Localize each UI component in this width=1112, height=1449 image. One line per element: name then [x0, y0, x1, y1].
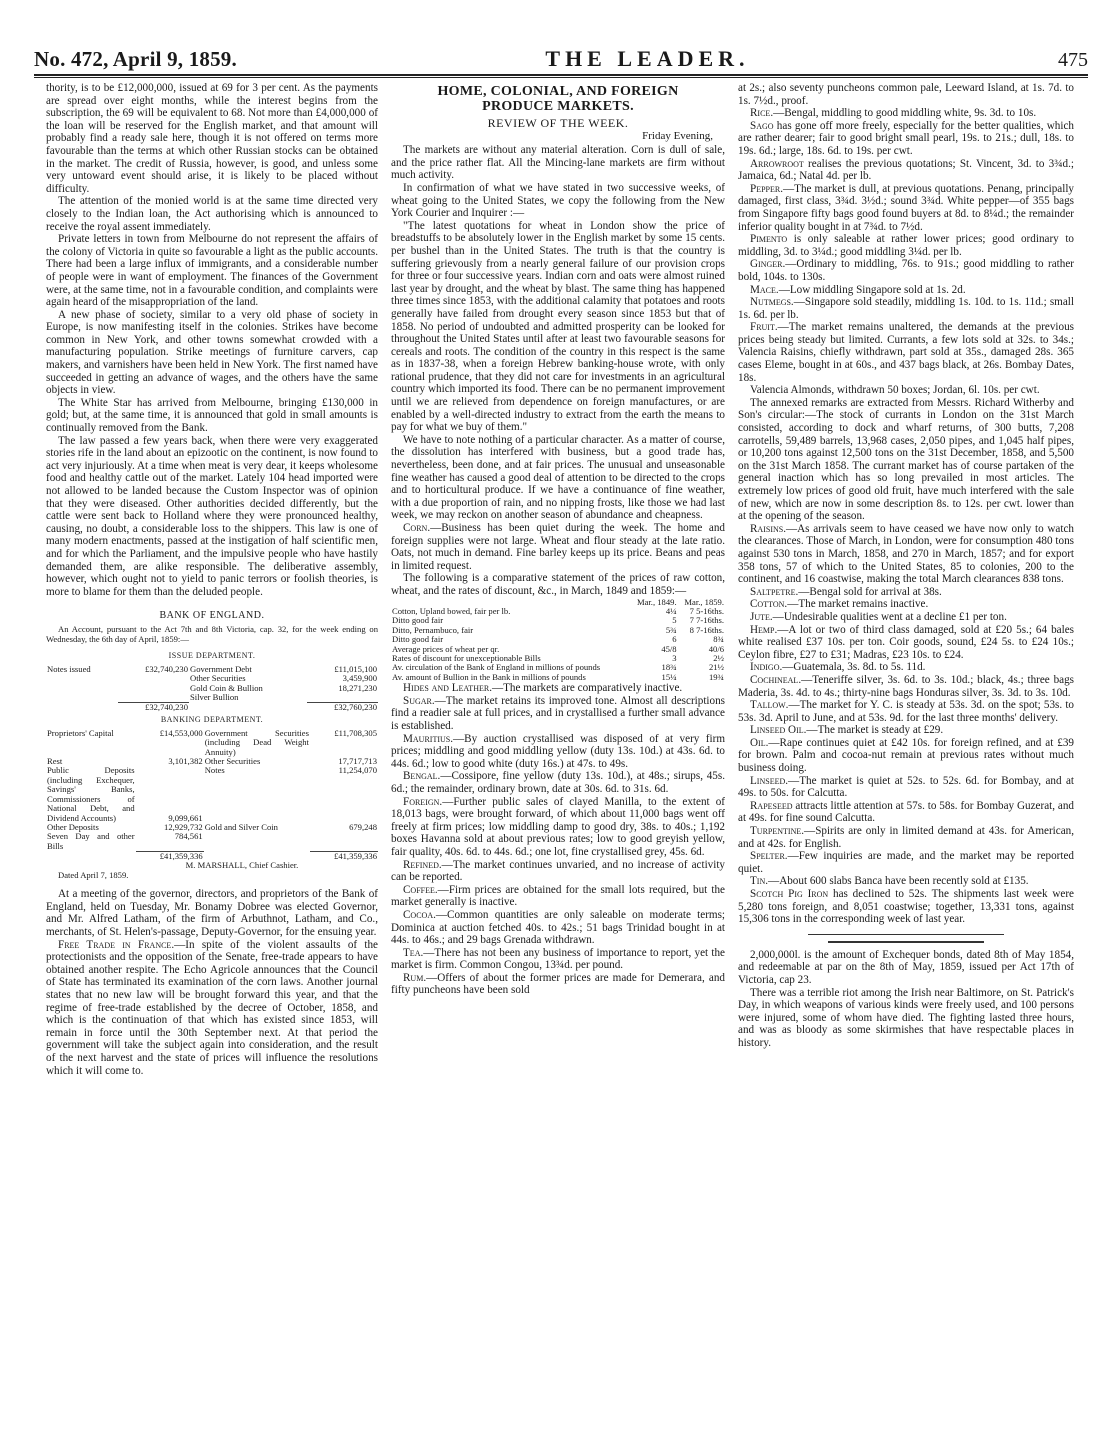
dated-line: Dated April 7, 1859.: [58, 869, 129, 880]
paragraph: [391, 695, 725, 733]
paragraph-text: —Bengal sold for arrival at 38s.: [798, 585, 942, 598]
value-1859: 40/6: [708, 643, 724, 654]
header-rule: [34, 74, 1088, 78]
issue-department-table: [46, 665, 378, 713]
column-1: [46, 82, 378, 1077]
paragraph: [738, 523, 1074, 586]
section-lead: Tin.: [750, 875, 769, 888]
section-lead: Linseed.: [750, 774, 789, 787]
value-1849: 45/8: [661, 643, 677, 654]
issue-silver-value: [307, 693, 378, 702]
paragraph-text: has gone off more freely, especially for the better qualities, which are rather dearer; fair to good bright small pearl, 19s. to 21s.; dull, 18s. to 19s. 6d.; large, 18s. 6d. to 19s. per cwt.: [738, 119, 1074, 157]
paragraph: [391, 859, 725, 884]
paragraph-text: —The market remains unaltered, the demands at the previous prices being steady but limited. Currants, a few lots sold at 32s. to 34s.; Valencia Raisins, chiefly withdrawn, part sold at 35s., damaged 28s. 365 cases Eleme, bought in at 60s., and 437 bags black, at 26s. Bombay Dates, 18s.: [738, 321, 1074, 384]
paragraph: [738, 321, 1074, 384]
section-heading-2: PRODUCE MARKETS.: [482, 99, 634, 114]
section-lead: Linseed Oil.: [750, 724, 807, 737]
issue-notes-label: Notes issued: [47, 663, 91, 674]
value-1859: 8¾: [713, 634, 724, 645]
paragraph: [738, 737, 1074, 775]
section-lead: Saltpetre.: [750, 585, 799, 598]
quoted-paragraph: "The latest quotations for wheat in London show the price of breadstuffs to be absolutely lower in the English market by some 15 cents. per bushel than in the United States. The truth is that the country is suffering grievously from a nearly general failure of our provision crops for three or four successive years. Indian corn and oats were almost ruined last year by drought, and the wheat by blast. The same thing has happened three times since 1853, with the additional calamity that potatoes and roots generally have failed from drought every season since 1853 but that of 1858. No period of undoubted and admitted prosperity can be looked for throughout the United States until after at least two favourable seasons for cereals and roots. The condition of the country in this respect is the same as in 1837-38, when a foreign Hebrew banking-house wrote, with only rational prudence, that they did not care for investments in an agricultural country which imported its food. There can be no permanent improvement until we are relieved from dependence on foreign manufactures, or are enabled by a well-directed industry to extract from the earth the means to pay for what we buy of them.": [391, 219, 725, 434]
section-divider: [828, 941, 984, 943]
bank-othersec-label: Other Securities: [204, 756, 261, 767]
bank-prop-value: £14,553,000: [159, 727, 203, 738]
column-3: [738, 82, 1074, 1050]
bank-pubdep-label: Public Deposits (including Exchequer, Savings' Banks, Commissioners of National Debt, and Dividend Accounts): [47, 765, 135, 823]
paragraph: Private letters in town from Melbourne do not represent the affairs of the colony of Victoria in quite so favourable a light as the public accounts. There had been a large influx of immigrants, and a considerable number of people were in want of employment. The finances of the Government were, at the same time, not in a favourable condition, and complaints were again heard of the misappropriation of the land.: [46, 233, 378, 309]
paragraph-text: —Common quantities are only saleable on moderate terms; Dominica at auction fetched 40s. to 42s.; 51 bags Trinidad bought in at 44s. to 46s.; and 29 bags Grenada withdrawn.: [391, 908, 725, 947]
section-lead: Arrowroot: [750, 157, 804, 170]
paragraph-text: —As arrivals seem to have ceased we have now only to watch the clearances. Those of March, in London, were for consumption 480 tons against 530 tons in March, 1858, and 270 in March, 1857; and for export 358 tons, 57 of which to the United States, 85 to colonies, 200 to the continent, and 16 coastwise, making the total March clearances 838 tons.: [738, 522, 1074, 586]
value-1849: 6: [672, 634, 677, 645]
paragraph: [738, 120, 1074, 158]
masthead-title: THE LEADER.: [545, 46, 750, 71]
section-heading-1: HOME, COLONIAL, AND FOREIGN: [437, 84, 679, 99]
bank-pubdep-value: 9,099,661: [168, 812, 203, 823]
paragraph-text: —Ordinary to middling, 76s. to 91s.; good middling to rather bold, 104s. to 130s.: [738, 258, 1074, 283]
paragraph: [391, 770, 725, 795]
section-lead: Sugar.: [403, 694, 435, 707]
table-row: [391, 673, 725, 682]
bank-govsec-label: Government Securities (including Dead Weight Annuity): [204, 727, 309, 757]
paragraph-text: —Teneriffe silver, 3s. 6d. to 3s. 10d.; black, 4s.; three bags Maderia, 3s. 4d. to 4s.; thirty-nine bags Honduras silver, 3s. 3d. to 3s. 10d.: [738, 673, 1074, 699]
issue-total-left: £32,740,230: [118, 702, 189, 712]
paragraph: The attention of the monied world is at the same time directed very closely to the Indian loan, the Act authorising which is announced to receive the royal assent immediately.: [46, 195, 378, 233]
issue-department-heading: ISSUE DEPARTMENT.: [168, 651, 256, 661]
paragraph-text: is only saleable at rather lower prices; good ordinary to middling, 3d. to 3¼d.; good middling 3¼d. per lb.: [738, 233, 1074, 258]
bank-seven-label: Seven Day and other Bills: [47, 831, 135, 851]
section-lead: Mauritius.: [403, 732, 454, 745]
section-lead: Raisins.: [750, 522, 786, 535]
page-number: 475: [1057, 49, 1088, 71]
bank-title: BANK OF ENGLAND.: [159, 610, 265, 622]
paragraph-text: —Rape continues quiet at £42 10s. for foreign refined, and at £39 for brown. Palm and cocoa-nut remain at previous rates without much business doing.: [738, 736, 1074, 775]
paragraph: [738, 233, 1074, 258]
bank-otherdep-label: Other Deposits: [47, 821, 99, 832]
value-1849: 18¾: [661, 662, 677, 673]
paragraph-text: —The market retains its improved tone. Almost all descriptions find a readier sale at full prices, and in crystallised a further small advance is established.: [391, 694, 725, 732]
paragraph-text: attracts little attention at 57s. to 58s. for Bombay Guzerat, and at 49s. for fine sound Calcutta.: [738, 799, 1074, 825]
issue-gold-label: Gold Coin & Bullion: [190, 682, 263, 693]
paragraph: The law passed a few years back, when there were very exaggerated stories rife in the land about an epizootic on the continent, is now found to act very injuriously. At a time when meat is very dear, it keeps wholesome food and healthy cattle out of the market. Lately 104 head imported were not allowed to be landed because the Custom Inspector was of opinion that they were diseased. Other authorities decided differently, but the cattle were sent back to Holland where they were pronounced healthy, causing, no doubt, a considerable loss to the shippers. This law is one of many modern enactments, passed at the instigation of half scientific men, and for which the Parliament, and the impulsive people who have hastily demanded them, are alike responsible. The deliberative assembly, however, which ought not to yield to panic terrors or foolish theories, is more to blame for them than the deluded people.: [46, 434, 378, 598]
section-lead: Cotton.: [750, 598, 788, 611]
paragraph: [391, 972, 725, 997]
issue-othersec-label: Other Securities: [190, 673, 246, 684]
section-lead: Tea.: [403, 946, 424, 959]
paragraph: [738, 800, 1074, 825]
bank-total-right: £41,359,336: [310, 851, 378, 861]
section-lead: Rum.: [403, 971, 427, 984]
bank-notes-label: Notes: [204, 765, 225, 776]
paragraph: [738, 875, 1074, 888]
section-lead: Pepper.: [750, 182, 783, 195]
value-1849: 5: [672, 615, 677, 626]
section-lead: Turpentine.: [750, 825, 805, 838]
paragraph: [391, 884, 725, 909]
section-lead: Refined.: [403, 858, 442, 871]
table-head-1849: Mar., 1849.: [636, 596, 677, 607]
issue-othersec-value: 3,459,900: [342, 673, 377, 684]
paragraph-text: has declined to 52s. The shipments last week were 5,280 tons foreign, and 8,051 coastwise; together, 13,331 tons, against 15,306 tons in the corresponding week of last year.: [738, 888, 1074, 926]
paragraph-text: —In spite of the violent assaults of the protectionists and the opposition of the Senate, free-trade appears to have obtained another respite. The Echo Agricole announces that the Council of State has terminated its examination of the corn laws. Another journal states that no new law will be brought forward this year, and that the regime of free-trade established by the decree of October, 1858, and which is the continuation of that which has existed since 1853, will remain in force until the 30th September next. At that period the government will take the subject again into consideration, and the result of the next harvest and the state of prices will influence the resolutions which it will come to.: [46, 938, 379, 1077]
paragraph: We have to note nothing of a particular character. As a matter of course, the dissolution has interfered with business, but a good trade has, nevertheless, been done, and at fair prices. The unusual and unseasonable fine weather has caused a good deal of attention to be directed to the crops and to horticultural produce. If we have a continuance of fine weather, with a due proportion of rain, and no nipping frosts, like those we had last week, we may reckon on another season of abundance and cheapness.: [391, 433, 725, 522]
paragraph-text: —Firm prices are obtained for the small lots required, but the market generally is inactive.: [391, 883, 725, 909]
paragraph: The following is a comparative statement of the prices of raw cotton, wheat, and the rates of discount, &c., in March, 1849 and 1859:—: [391, 572, 725, 597]
paragraph: [738, 674, 1074, 699]
paragraph: A new phase of society, similar to a very old phase of society in Europe, is now manifesting itself in the colonies. Strikes have become common in New York, and other towns somewhat crowded with a manufacturing population. Strike meetings of furniture carvers, cap makers, and varnishers have been held in New York. The first named have succeeded in getting an advance of wages, and the others have the same objects in view.: [46, 308, 378, 397]
paragraph-text: —The markets are comparatively inactive.: [491, 682, 683, 695]
paragraph-text: —The market is dull, at previous quotations. Penang, principally damaged, first class, 3¾d. 3½d.; sound 3¾d. White pepper—of 355 bags from Singapore fifty bags good found buyers at 8d. to 8¼d.; the remainder inferior quality bought in at 7¾d. to 7½d.: [738, 182, 1074, 233]
section-lead: Rapeseed: [750, 799, 793, 812]
paragraph: The annexed remarks are extracted from Messrs. Richard Witherby and Son's circular:—The stock of currants in London on the 31st March consisted, according to dock and wharf returns, of 300 butts, 7,208 carrotells, 59,489 barrels, 13,968 cases, 2,050 pipes, and 1,045 half pipes, or 10,200 tons against 12,500 tons on the 31st December, 1858, and 5,500 on the 31st March 1858. The currant market has of course partaken of the general inaction which has so long prevailed in most articles. The extremely low prices of good old fruit, have much interfered with the sale of new, which are now in some description 8s. to 12s. per cwt. lower than at the opening of the season.: [738, 396, 1074, 523]
paragraph: [738, 624, 1074, 662]
section-lead: Jute.: [750, 610, 773, 623]
section-lead: Mace.: [750, 283, 779, 296]
section-lead: Cochineal.: [750, 673, 802, 686]
row-label: Average prices of wheat per qr.: [392, 643, 500, 654]
issue-govdebt-value: £11,015,100: [334, 663, 377, 674]
paragraph-text: —Further public sales of clayed Manilla, to the extent of 18,013 bags, were brought forward, of which about 11,000 bags went off freely at firm prices; low middling damp to good dry, 38s. to 40s.; 1,192 boxes Havanna sold at about previous rates; low to good greyish yellow, fair quality, 40s. 6d. to 44s. 6d.; one lot, fine crystallised grey, 45s. 6d.: [391, 795, 725, 858]
section-lead: Fruit.: [750, 321, 778, 334]
paragraph-text: —Undesirable qualities went at a decline £1 per ton.: [772, 610, 1007, 623]
paragraph-text: —The market for Y. C. is steady at 53s. 3d. on the spot; 53s. to 53s. 3d. April to June, and at 53s. 9d. for the last three months' delivery.: [738, 699, 1074, 724]
section-lead: Hemp.: [750, 623, 778, 636]
bank-seven-value: 784,561: [174, 831, 203, 842]
value-1859: 21½: [708, 662, 724, 673]
paragraph: [738, 284, 1074, 297]
paragraph: [391, 522, 725, 572]
paragraph: [391, 796, 725, 859]
value-1849: 3: [672, 653, 677, 663]
paragraph: [738, 586, 1074, 599]
value-1849: 15¼: [661, 671, 677, 682]
value-1849: 4¼: [665, 605, 677, 616]
section-lead: Scotch Pig Iron: [750, 888, 829, 900]
paragraph: [738, 107, 1074, 120]
paragraph: 2,000,000l. is the amount of Exchequer bonds, dated 8th of May 1854, and redeemable at par on the 8th of May, 1859, issued per Act 17th of Victoria, cap 23.: [738, 948, 1074, 986]
paragraph: at 2s.; also seventy puncheons common pale, Leeward Island, at 1s. 7d. to 1s. 7½d., proof.: [738, 82, 1074, 107]
paragraph: At a meeting of the governor, directors, and proprietors of the Bank of England, held on Tuesday, Mr. Bonamy Dobree was elected Governor, and Mr. Alfred Latham, of the firm of Arbuthnot, Latham, and Co., merchants, of St. Helen's-passage, Deputy-Governor, for the ensuing year.: [46, 888, 378, 938]
bank-gold-label: Gold and Silver Coin: [204, 821, 278, 832]
paragraph: [738, 258, 1074, 283]
paragraph-text: —Spirits are only in limited demand at 43s. for American, and at 42s. for English.: [738, 825, 1074, 850]
section-lead: Bengal.: [403, 770, 441, 783]
value-1859: 8 7-16ths.: [689, 624, 724, 635]
issue-gold-value: 18,271,230: [338, 682, 377, 693]
paragraph: The markets are without any material alteration. Corn is dull of sale, and the price rather flat. All the Mincing-lane markets are firm without much activity.: [391, 144, 725, 182]
bank-total-left: £41,359,336: [136, 851, 204, 861]
paragraph-text: —Few inquiries are made, and the market may be reported quiet.: [738, 850, 1074, 875]
issue-notes-value: £32,740,230: [145, 663, 188, 674]
paragraph-text: —The market is quiet at 52s. to 52s. 6d. for Bombay, and at 49s. to 50s. for Calcutta.: [738, 774, 1074, 800]
paragraph-text: —Offers of about the former prices are made for Demerara, and fifty puncheons have been sold: [391, 971, 725, 997]
paragraph: [738, 825, 1074, 850]
paragraph-text: realises the previous quotations; St. Vincent, 3d. to 3¾d.; Jamaica, 6d.; Natal 4d. per lb.: [738, 157, 1074, 183]
paragraph: [738, 183, 1074, 233]
row-label: Av. circulation of the Bank of England in millions of pounds: [392, 662, 601, 673]
paragraph-text: —Low middling Singapore sold at 1s. 2d.: [778, 283, 966, 296]
section-lead: Pimento: [750, 233, 788, 246]
row-label: Ditto good fair: [392, 615, 444, 626]
paragraph: [738, 699, 1074, 724]
section-lead: Indigo.: [750, 661, 783, 674]
issue-total-right: £32,760,230: [307, 702, 378, 712]
section-lead: Hides and Leather.: [403, 682, 492, 695]
section-lead: Oil.: [750, 736, 769, 749]
paragraph: In confirmation of what we have stated in two successive weeks, of wheat going to the United States, we copy the following from the New York Courier and Inquirer :—: [391, 181, 725, 220]
section-lead: Coffee.: [403, 883, 438, 896]
paragraph-text: —A lot or two of third class damaged, sold at £20 5s.; 64 bales white realised £37 10s. per ton. Coir goods, sound, £24 5s. to £24 10s.; Ceylon fibre, £27 to £31; Madras, £23 10s. to £24.: [738, 623, 1074, 661]
paragraph-text: —About 600 slabs Banca have been recently sold at £135.: [768, 875, 1029, 888]
row-label: Cotton, Upland bowed, fair per lb.: [392, 605, 511, 616]
paragraph-text: —There has not been any business of importance to report, yet the market is firm. Common Congou, 13¾d. per pound.: [391, 946, 725, 972]
paragraph: Valencia Almonds, withdrawn 50 boxes; Jordan, 6l. 10s. per cwt.: [750, 384, 1040, 397]
paragraph: There was a terrible riot among the Irish near Baltimore, on St. Patrick's Day, in which weapons of various kinds were freely used, and 100 persons were injured, some of whom have died. The fighting lasted three hours, and was as bloody as some skirmishes that have respectable places in history.: [738, 986, 1074, 1049]
paragraph-text: —Business has been quiet during the week. The home and foreign supplies were not large. Wheat and flour steady at the late ratio. Oats, not much in demand. Fine barley keeps up its price. Beans and peas in limited request.: [391, 522, 725, 572]
paragraph: thority, is to be £12,000,000, issued at 69 for 3 per cent. As the payments are spread over eight months, while the interest begins from the subscription, the 69 will be equivalent to 68. Not more than £4,000,000 of the loan will be reserved for the English market, and that amount will probably find a ready sale here, though it is not offered on terms more favourable than the terms at which other Russian stocks can be obtained in the market. The credit of Russia, however, is good, and unless some very untoward event should arise, it is likely to be placed without difficulty.: [46, 82, 378, 195]
section-lead: Corn.: [403, 522, 431, 534]
paragraph: [46, 939, 378, 1078]
paragraph-text: —The market is steady at £29.: [806, 724, 944, 737]
bank-prop-label: Proprietors' Capital: [47, 727, 114, 738]
value-1849: 5¾: [665, 624, 677, 635]
paragraph-text: —The market continues unvaried, and no increase of activity can be reported.: [391, 858, 725, 884]
section-lead: Spelter.: [750, 850, 788, 863]
section-lead: Cocoa.: [403, 908, 436, 921]
issue-silver-label: Silver Bullion: [190, 691, 239, 702]
comparative-table: [391, 598, 725, 683]
paragraph-text: —Bengal, middling to good middling white, 9s. 3d. to 10s.: [773, 107, 1037, 120]
column-2: [391, 82, 725, 997]
row-label: Rates of discount for unexceptionable Bills: [392, 653, 541, 663]
paragraph: The White Star has arrived from Melbourne, bringing £130,000 in gold; but, at the same time, it is announced that gold in small amounts is continually removed from the Bank.: [46, 396, 378, 435]
section-lead: Free Trade in France.: [58, 938, 175, 951]
value-1859: 19¾: [708, 671, 724, 682]
section-lead: Nutmegs.: [750, 296, 794, 309]
table-head-1859: Mar., 1859.: [684, 596, 724, 607]
banking-department-table: [46, 729, 378, 861]
paragraph: [391, 682, 725, 695]
paragraph: [738, 888, 1074, 926]
section-lead: Rice.: [750, 107, 774, 120]
chief-cashier: M. MARSHALL, Chief Cashier.: [185, 860, 299, 871]
paragraph: [738, 296, 1074, 321]
paragraph: [738, 850, 1074, 875]
value-1859: 2½: [713, 653, 724, 663]
issue-govdebt-label: Government Debt: [190, 663, 252, 674]
bank-notes-value: 11,254,070: [338, 765, 377, 776]
bank-govsec-value: £11,708,305: [334, 727, 377, 738]
section-divider: [808, 934, 1004, 935]
section-lead: Sago: [750, 119, 774, 132]
section-lead: Tallow.: [750, 699, 789, 712]
section-lead: Ginger.: [750, 258, 786, 271]
paragraph: [738, 661, 1074, 674]
page-header: [34, 46, 1088, 72]
bank-gold-value: 679,248: [349, 821, 377, 832]
paragraph: [391, 733, 725, 771]
paragraph: [391, 947, 725, 972]
bank-rest-value: 3,101,382: [168, 756, 203, 767]
review-date: Friday Evening,: [642, 129, 713, 142]
bank-intro: An Account, pursuant to the Act 7th and 8th Victoria, cap. 32, for the week ending on Wednesday, the 6th day of April, 1859:—: [46, 623, 378, 644]
row-label: Ditto, Pernambuco, fair: [392, 624, 474, 635]
review-subheading: REVIEW OF THE WEEK.: [487, 116, 629, 130]
row-label: Av. amount of Bullion in the Bank in millions of pounds: [392, 671, 586, 682]
paragraph: [738, 598, 1074, 611]
paragraph-text: —Singapore sold steadily, middling 1s. 10d. to 1s. 11d.; small 1s. 6d. per lb.: [738, 296, 1074, 321]
value-1859: 7 5-16ths.: [689, 605, 724, 616]
bank-otherdep-value: 12,929,732: [164, 821, 203, 832]
paragraph: [738, 158, 1074, 183]
paragraph: [738, 724, 1074, 737]
banking-department-heading: BANKING DEPARTMENT.: [160, 715, 264, 725]
bank-rest-label: Rest: [47, 756, 63, 767]
paragraph-text: —Guatemala, 3s. 8d. to 5s. 11d.: [782, 661, 926, 674]
paragraph: [738, 775, 1074, 800]
section-lead: Foreign.: [403, 795, 443, 808]
row-label: Ditto good fair: [392, 634, 444, 645]
paragraph-text: —By auction crystallised was disposed of at very firm prices; middling and good middling yellow (duty 13s. 10d.) at 43s. 6d. to 44s. 6d.; low to good white (duty 16s.) at 47s. to 49s.: [391, 732, 725, 770]
paragraph: [391, 909, 725, 947]
bank-othersec-value: 17,717,713: [338, 756, 377, 767]
issue-line: No. 472, April 9, 1859.: [34, 47, 237, 71]
paragraph-text: —The market remains inactive.: [787, 598, 929, 611]
value-1859: 7 7-16ths.: [689, 615, 724, 626]
paragraph-text: —Cossipore, fine yellow (duty 13s. 10d.), at 48s.; sirups, 45s. 6d.; the remainder, ordinary brown, date at 30s. 6d. to 31s. 6d.: [391, 770, 725, 795]
paragraph: [738, 611, 1074, 624]
